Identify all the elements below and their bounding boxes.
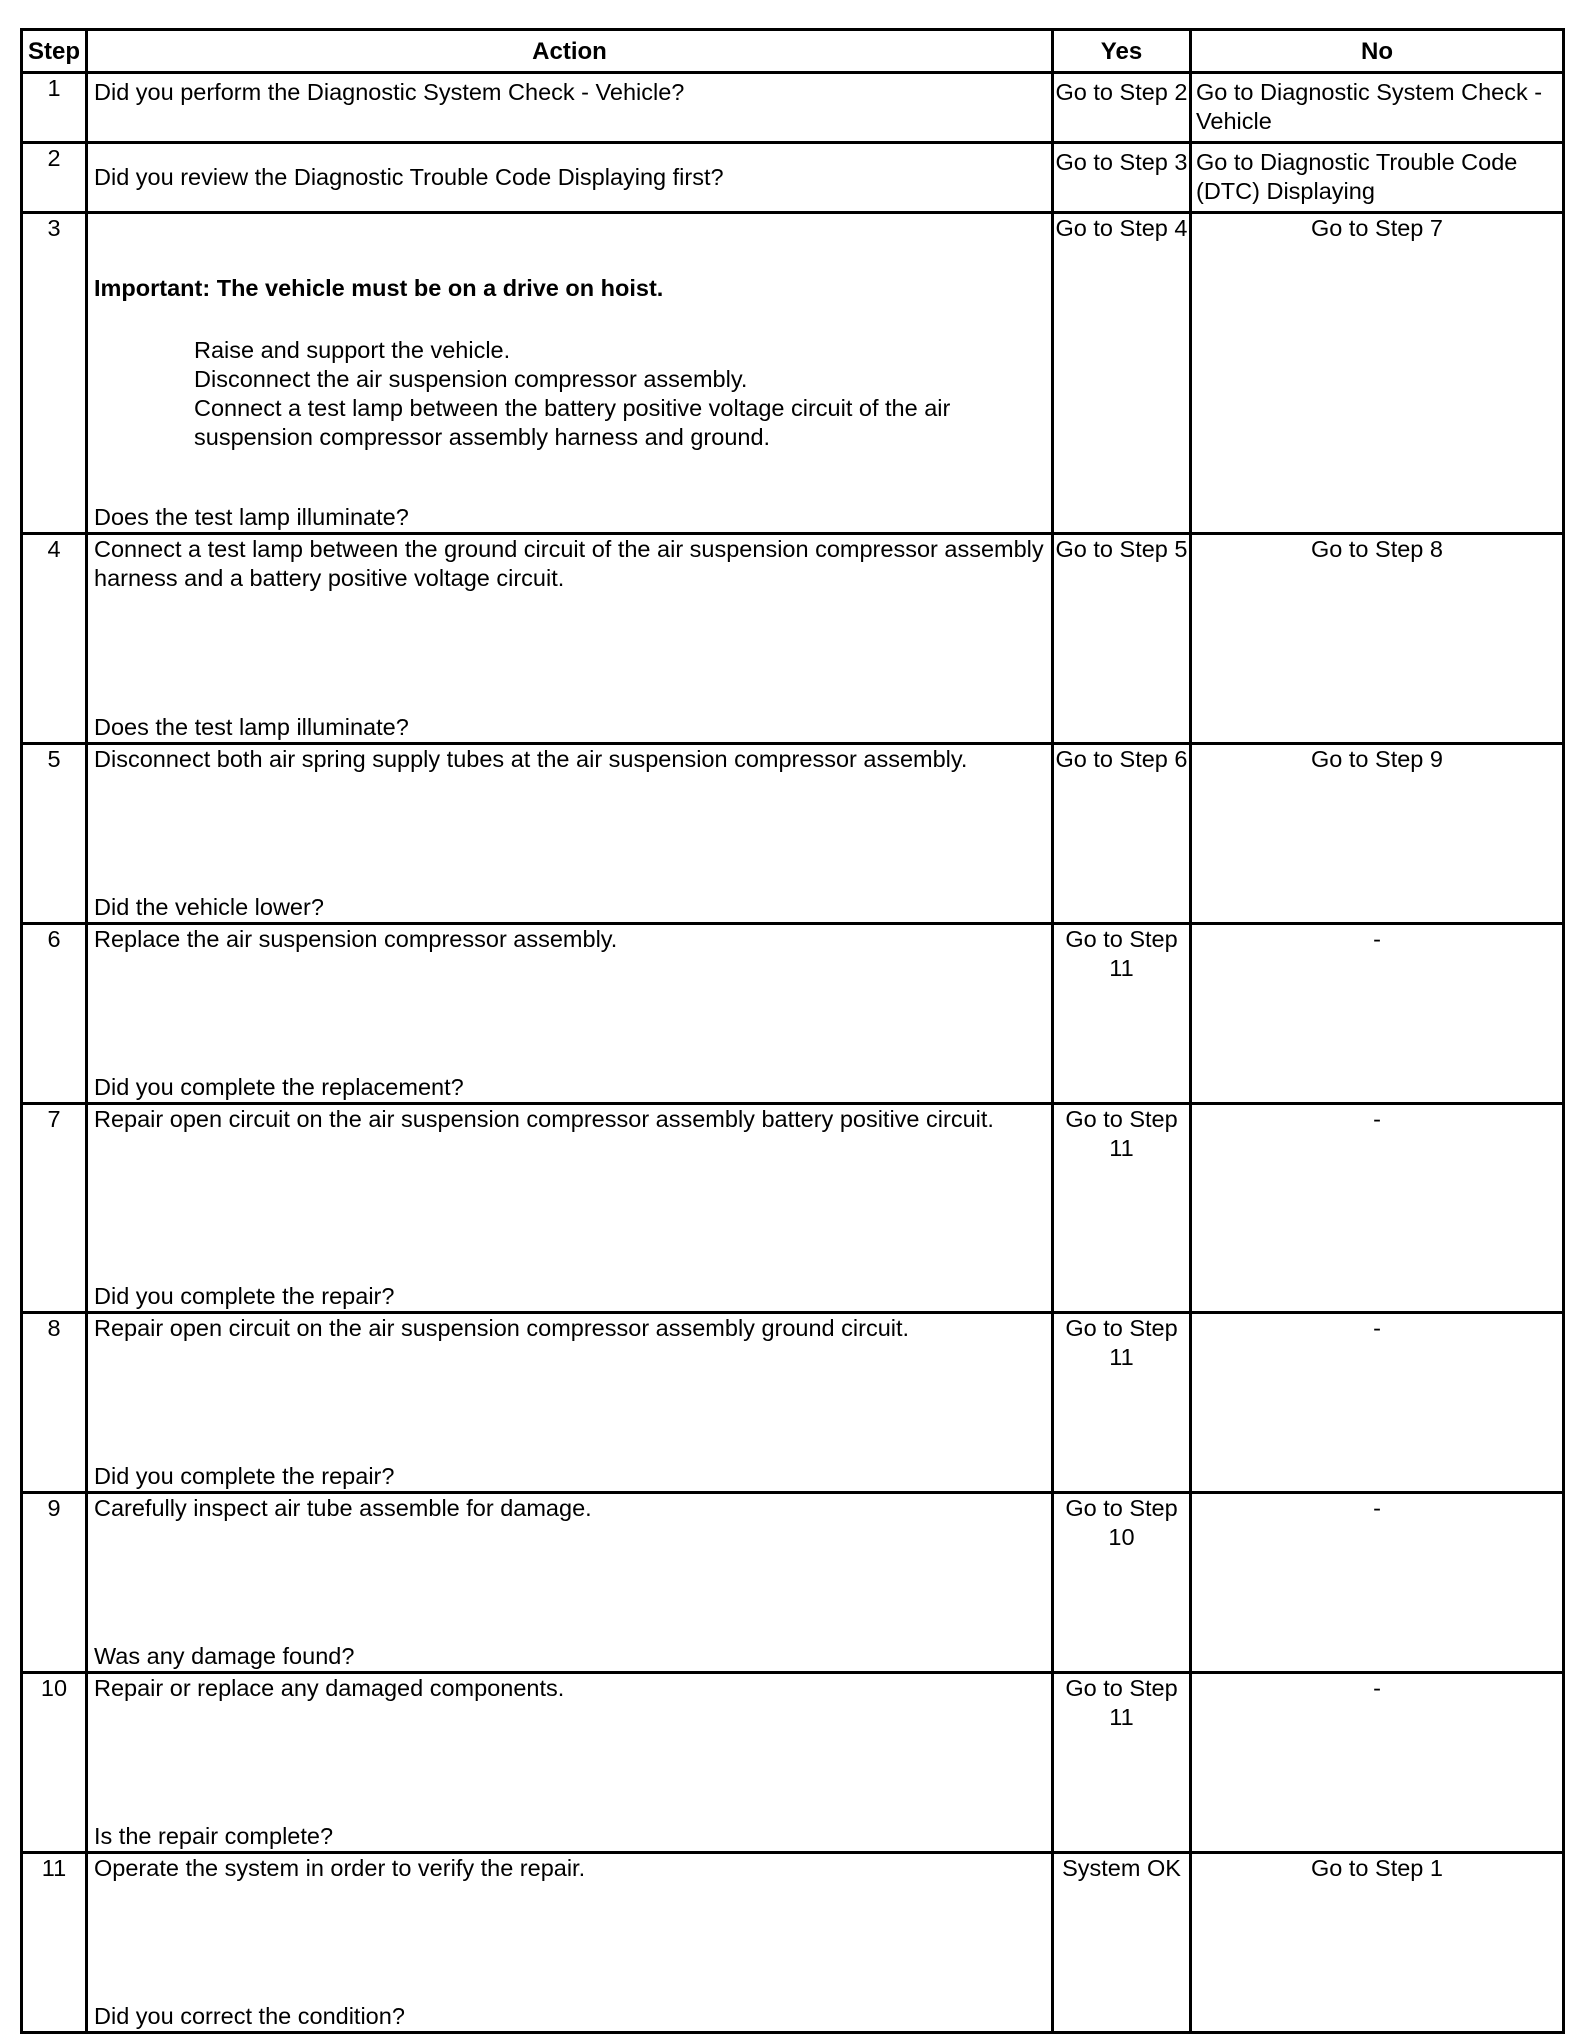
action-question: Does the test lamp illuminate? (94, 714, 409, 740)
action-cell (87, 534, 1053, 744)
action-text: Carefully inspect air tube assemble for damage. (94, 1495, 592, 1521)
action-question: Did you complete the repair? (94, 1283, 395, 1309)
action-text: Repair open circuit on the air suspension compressor assembly battery positive circuit. (94, 1106, 994, 1132)
table-row (22, 1104, 1564, 1313)
action-cell (87, 143, 1053, 213)
instruction-line: Raise and support the vehicle. (194, 337, 511, 363)
yes-cell: Go to Step 11 (1053, 1104, 1191, 1313)
table-row (22, 73, 1564, 143)
yes-cell: Go to Step 5 (1053, 534, 1191, 744)
table-row (22, 534, 1564, 744)
diagnostic-table (20, 28, 1565, 2034)
important-note: Important: The vehicle must be on a drive on hoist. (94, 275, 664, 301)
action-cell (87, 1493, 1053, 1673)
header-no: No (1191, 30, 1564, 73)
step-number: 5 (22, 744, 87, 924)
no-cell: Go to Step 8 (1191, 534, 1564, 744)
no-cell: Go to Step 9 (1191, 744, 1564, 924)
action-text: Repair open circuit on the air suspension compressor assembly ground circuit. (94, 1315, 910, 1341)
action-text: Repair or replace any damaged components. (94, 1675, 565, 1701)
no-cell: - (1191, 1673, 1564, 1853)
no-cell: - (1191, 1313, 1564, 1493)
table-row (22, 1493, 1564, 1673)
yes-cell: System OK (1053, 1853, 1191, 2033)
action-text: Did you perform the Diagnostic System Check - Vehicle? (94, 79, 685, 105)
step-number: 2 (22, 143, 87, 213)
no-cell: - (1191, 924, 1564, 1104)
action-question: Is the repair complete? (94, 1823, 334, 1849)
table-row (22, 924, 1564, 1104)
no-cell: - (1191, 1104, 1564, 1313)
step-number: 10 (22, 1673, 87, 1853)
action-cell (87, 213, 1053, 534)
action-cell (87, 73, 1053, 143)
action-cell (87, 1313, 1053, 1493)
yes-cell: Go to Step 2 (1053, 73, 1191, 143)
table-row (22, 213, 1564, 534)
yes-cell: Go to Step 6 (1053, 744, 1191, 924)
no-cell: Go to Diagnostic Trouble Code (DTC) Displaying (1191, 143, 1564, 213)
instruction-line: Disconnect the air suspension compressor assembly. (194, 366, 748, 392)
action-question: Did you complete the repair? (94, 1463, 395, 1489)
instruction-line: Connect a test lamp between the battery positive voltage circuit of the air suspension compressor assembly harness and ground. (194, 395, 951, 450)
yes-cell: Go to Step 4 (1053, 213, 1191, 534)
step-number: 11 (22, 1853, 87, 2033)
action-text: Replace the air suspension compressor assembly. (94, 926, 618, 952)
yes-cell: Go to Step 10 (1053, 1493, 1191, 1673)
step-number: 1 (22, 73, 87, 143)
no-cell: - (1191, 1493, 1564, 1673)
yes-cell: Go to Step 11 (1053, 1313, 1191, 1493)
action-question: Did you review the Diagnostic Trouble Code Displaying first? (94, 164, 724, 190)
header-step: Step (22, 30, 87, 73)
action-question: Did you complete the replacement? (94, 1074, 464, 1100)
step-number: 6 (22, 924, 87, 1104)
no-cell: Go to Step 1 (1191, 1853, 1564, 2033)
action-text: Operate the system in order to verify the repair. (94, 1855, 586, 1881)
table-row (22, 1673, 1564, 1853)
action-text: Disconnect both air spring supply tubes at the air suspension compressor assembly. (94, 746, 968, 772)
action-question: Did the vehicle lower? (94, 894, 324, 920)
table-row (22, 143, 1564, 213)
action-cell (87, 744, 1053, 924)
table-row (22, 1313, 1564, 1493)
header-yes: Yes (1053, 30, 1191, 73)
table-row (22, 744, 1564, 924)
no-cell: Go to Step 7 (1191, 213, 1564, 534)
yes-cell: Go to Step 3 (1053, 143, 1191, 213)
step-number: 8 (22, 1313, 87, 1493)
step-number: 4 (22, 534, 87, 744)
header-row (22, 30, 1564, 73)
action-cell (87, 924, 1053, 1104)
step-number: 9 (22, 1493, 87, 1673)
action-question: Does the test lamp illuminate? (94, 504, 409, 530)
action-question: Did you correct the condition? (94, 2003, 405, 2029)
yes-cell: Go to Step 11 (1053, 1673, 1191, 1853)
header-action: Action (87, 30, 1053, 73)
yes-cell: Go to Step 11 (1053, 924, 1191, 1104)
action-question: Was any damage found? (94, 1643, 355, 1669)
step-number: 3 (22, 213, 87, 534)
action-text: Connect a test lamp between the ground circuit of the air suspension compressor assembly harness and a battery positive voltage circuit. (94, 536, 1044, 591)
no-cell: Go to Diagnostic System Check - Vehicle (1191, 73, 1564, 143)
action-cell (87, 1104, 1053, 1313)
table-row (22, 1853, 1564, 2033)
action-cell (87, 1853, 1053, 2033)
action-cell (87, 1673, 1053, 1853)
step-number: 7 (22, 1104, 87, 1313)
